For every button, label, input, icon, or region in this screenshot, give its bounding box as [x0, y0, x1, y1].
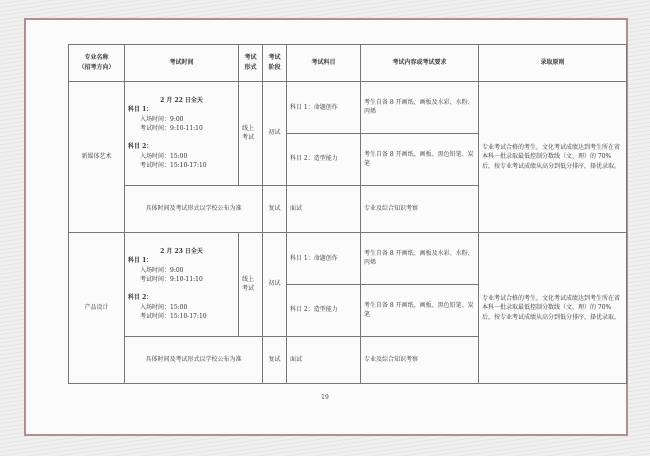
retest-time: 具体时间及考试形式以学校公布为准: [125, 336, 263, 383]
table-row: [69, 82, 627, 134]
exam-time-block: 2 月 22 日全天 科目 1： 入场时间：9:00 考试时间：9:10-11:10 科目 2： 入场时间：15:00 考试时间：15:10-17:10: [125, 82, 239, 186]
header-subject: 考试科目: [287, 45, 361, 82]
exam-subject: 科目 2：造型能力: [287, 133, 361, 185]
admission-principle: 专业考试合格的考生，文化考试成绩达到考生所在省本科一批录取最低控制分数线（文、理）的 70%后，按专业考试成绩从高分到低分排序，择优录取。: [479, 82, 627, 233]
exam-subject: 科目 2：造型能力: [287, 284, 361, 336]
exam-content: 考生自备 8 开画纸、画板及水彩、水粉、丙烯: [361, 82, 479, 134]
retest-subject: 面试: [287, 185, 361, 232]
exam-content: 考生自备 8 开画纸、画板、黑色铅笔、炭笔: [361, 284, 479, 336]
exam-subject: 科目 1：命题创作: [287, 232, 361, 284]
exam-stage: 初试: [263, 232, 287, 336]
retest-subject: 面试: [287, 336, 361, 383]
header-content: 考试内容或考试要求: [361, 45, 479, 82]
exam-date: 2 月 22 日全天: [160, 96, 203, 104]
table-header-row: [69, 45, 627, 82]
retest-content: 专业及综合知识考察: [361, 336, 479, 383]
exam-content: 考生自备 8 开画纸、画板、黑色铅笔、炭笔: [361, 133, 479, 185]
header-stage: 考试阶段: [263, 45, 287, 82]
retest-stage: 复试: [263, 336, 287, 383]
exam-schedule-table: [68, 44, 627, 384]
exam-content: 考生自备 8 开画纸、画板及水彩、水粉、丙烯: [361, 232, 479, 284]
exam-subject: 科目 1：命题创作: [287, 82, 361, 134]
exam-time-block: 2 月 23 日全天 科目 1： 入场时间：9:00 考试时间：9:10-11:10 科目 2： 入场时间：15:00 考试时间：15:10-17:10: [125, 232, 239, 336]
header-major: 专业名称 （招考方向）: [69, 45, 125, 82]
page-number: 19: [321, 394, 329, 401]
exam-form: 线上考试: [239, 82, 263, 186]
header-time: 考试时间: [125, 45, 239, 82]
retest-time: 具体时间及考试形式以学校公布为准: [125, 185, 263, 232]
exam-date: 2 月 23 日全天: [160, 247, 203, 255]
exam-stage: 初试: [263, 82, 287, 186]
admission-principle: 专业考试合格的考生，文化考试成绩达到考生所在省本科一批录取最低控制分数线（文、理）的 70%后，按专业考试成绩从高分到低分排序，择优录取。: [479, 232, 627, 383]
retest-content: 专业及综合知识考察: [361, 185, 479, 232]
major-name: 新媒体艺术: [69, 82, 125, 233]
exam-form: 线上考试: [239, 232, 263, 336]
header-principle: 录取原则: [479, 45, 627, 82]
table-row: [69, 232, 627, 284]
major-name: 产品设计: [69, 232, 125, 383]
retest-stage: 复试: [263, 185, 287, 232]
header-form: 考试形式: [239, 45, 263, 82]
